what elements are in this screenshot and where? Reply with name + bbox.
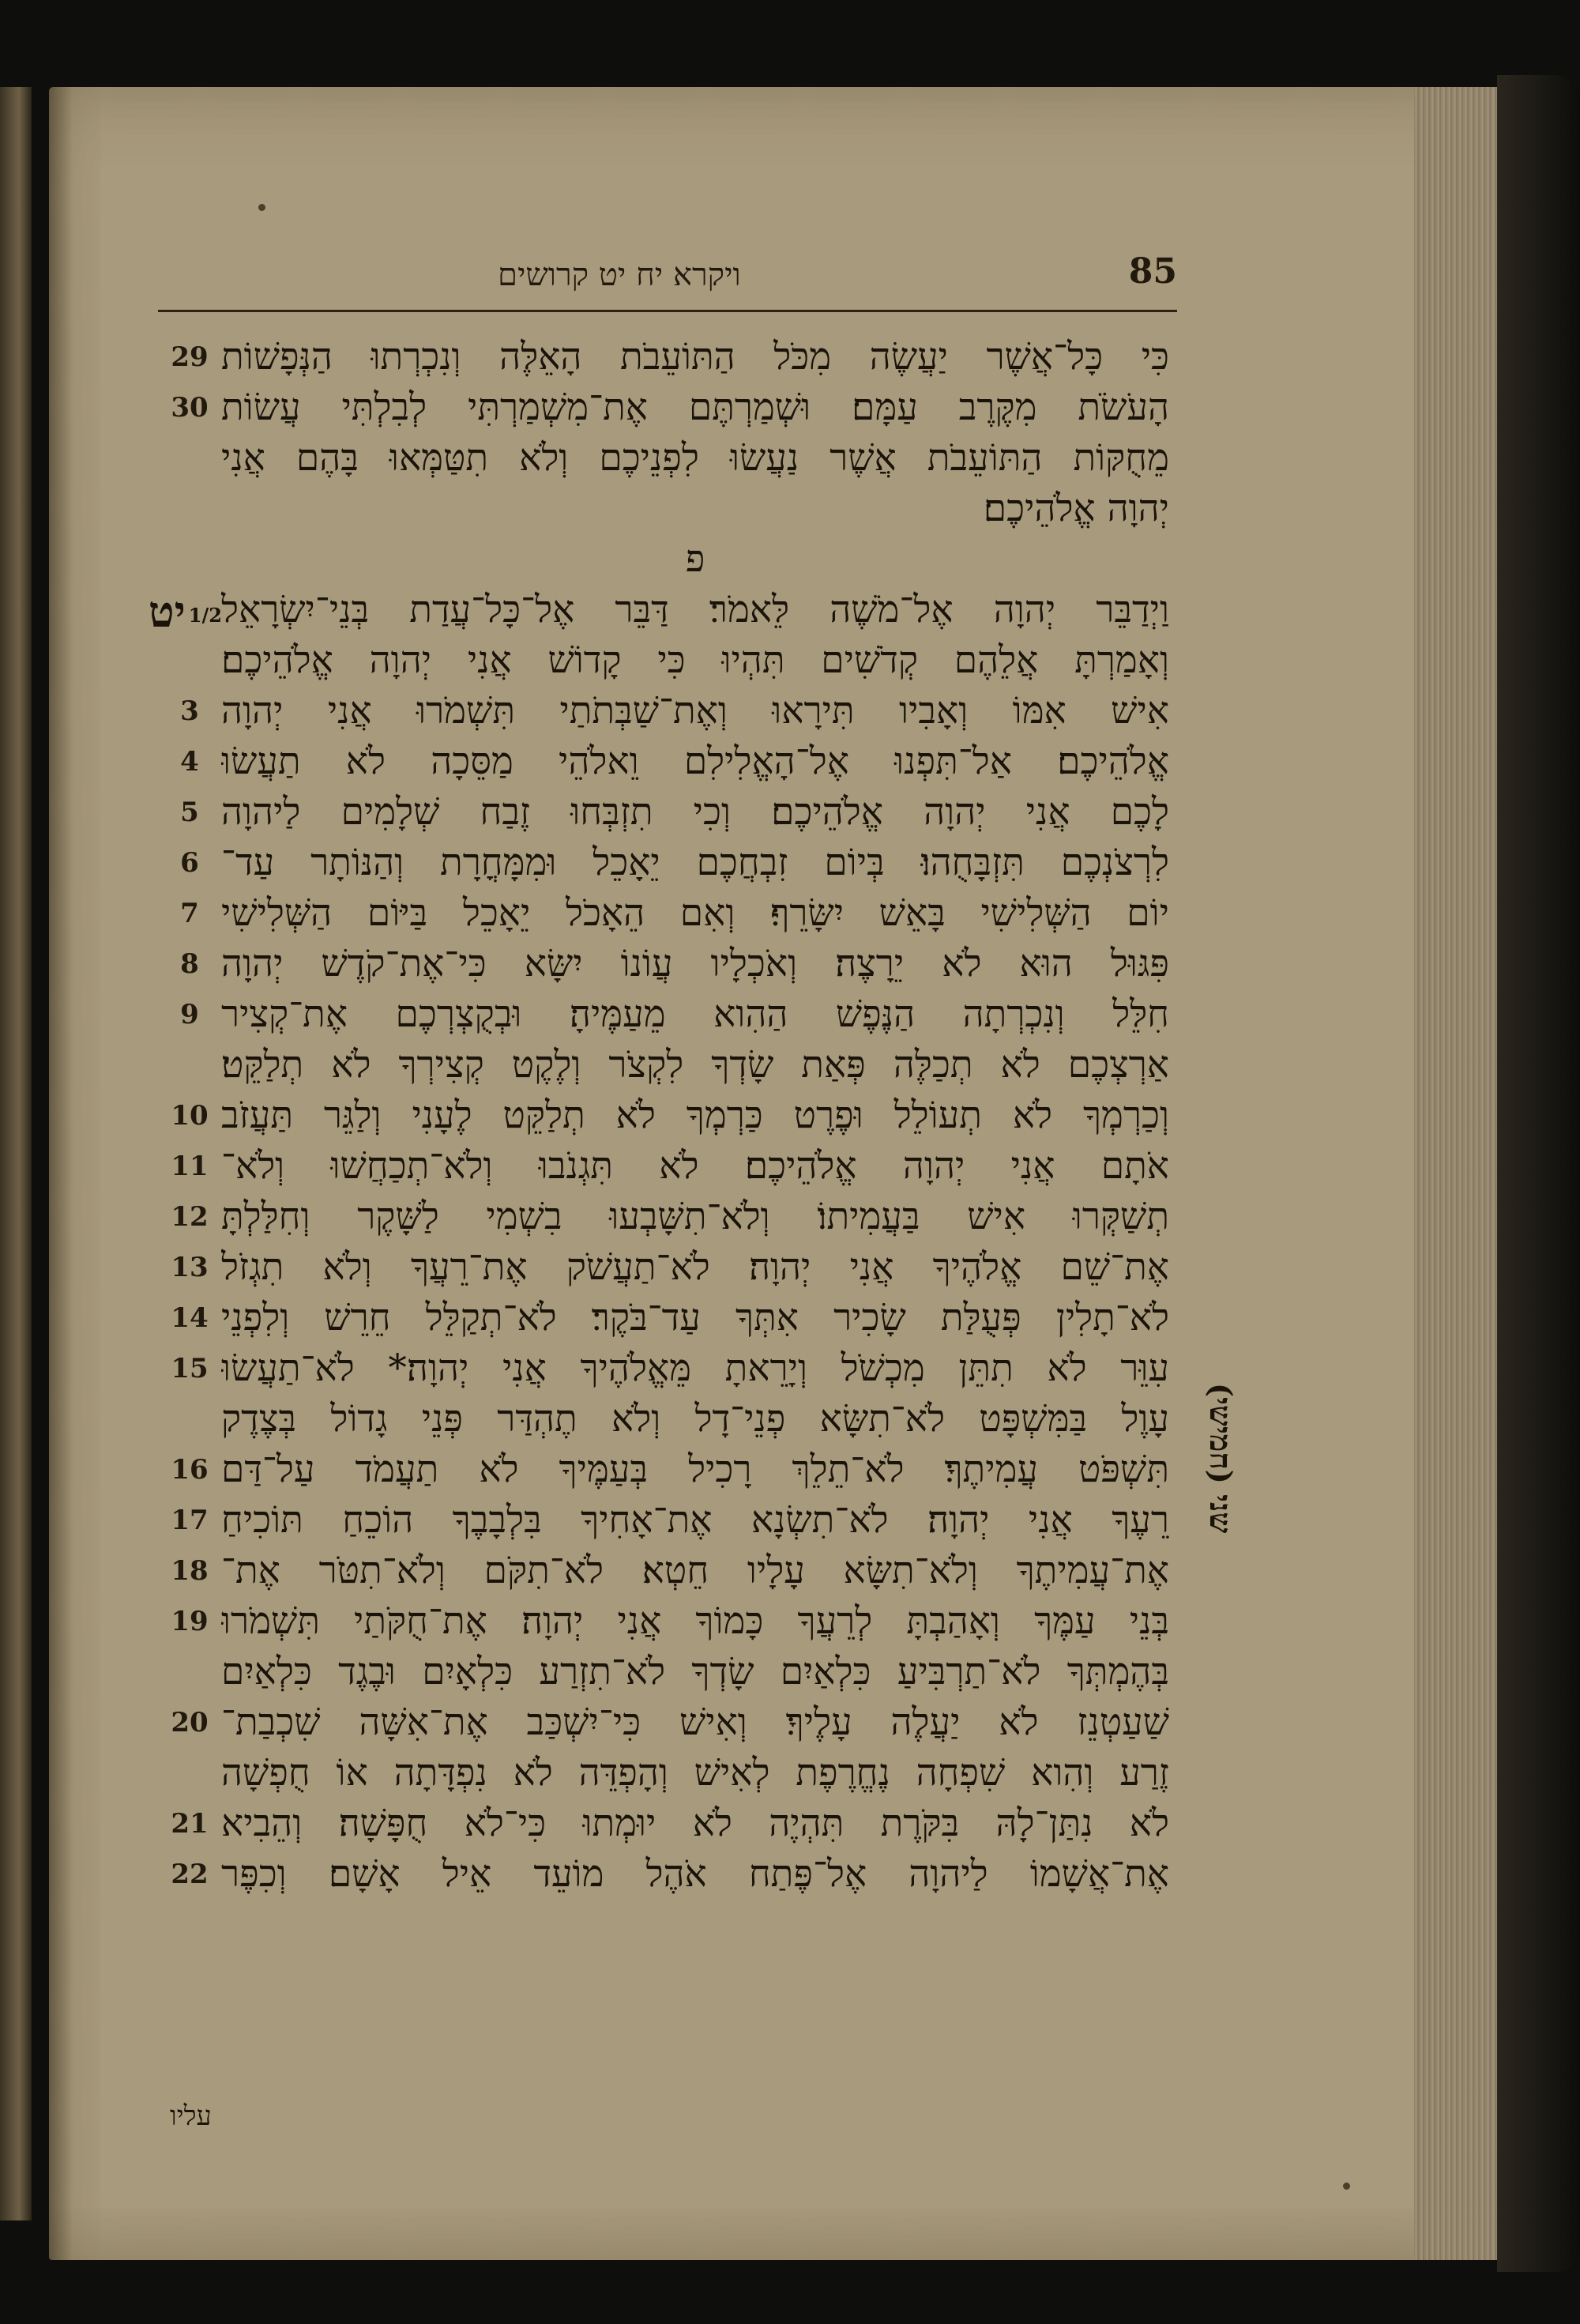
paper-speck — [258, 204, 265, 211]
text-line: זֶרַע וְהִוא שִׁפְחָה נֶחֱרֶפֶת לְאִישׁ וְהָפְדֵּה לֹא נִפְדָּתָה אוֹ חֻפְשָׁה — [221, 1751, 1169, 1795]
verse-number: 15 — [171, 1353, 209, 1384]
text-line: אֱלֹהֵיכֶם׃ אַל־תִּפְנוּ אֶל־הָאֱלִילִם וֵאלֹהֵי מַסֵּכָה לֹא תַעֲשׂוּ — [221, 740, 1169, 783]
verse-number: 8 — [180, 948, 199, 980]
running-head — [158, 251, 1177, 307]
text-line: מֵחֻקּוֹת הַתּוֹעֵבֹת אֲשֶׁר נַעֲשׂוּ לִפְנֵיכֶם וְלֹא תִטַּמְּאוּ בָּהֶם אֲנִי — [221, 436, 1169, 480]
text-line: תִּשְׁפֹּט עֲמִיתֶךָ׃ לֹא־תֵלֵךְ רָכִיל בְּעַמֶּיךָ לֹא תַעֲמֹד עַל־דַּם — [221, 1448, 1169, 1491]
verse-number: 19 — [171, 1606, 209, 1637]
verse-number: 18 — [171, 1555, 209, 1587]
verse-number: 7 — [180, 898, 199, 929]
verse-number: 14 — [171, 1302, 209, 1334]
text-line: פִּגּוּל הוּא לֹא יֵרָצֶה׃ וְאֹכְלָיו עֲוֹנוֹ יִשָּׂא כִּי־אֶת־קֹדֶשׁ יְהוָה — [221, 942, 1169, 985]
text-line: לֹא נִתַּן־לָהּ בִּקֹּרֶת תִּהְיֶה לֹא יוּמְתוּ כִּי־לֹא חֻפָּשָׁה׃ וְהֵבִיא — [221, 1802, 1169, 1845]
book-cover-edge — [1497, 75, 1580, 2272]
catchword: עליו — [170, 2100, 212, 2132]
verse-number: 17 — [171, 1505, 209, 1536]
verse-number: 3 — [180, 695, 199, 727]
header-rule — [158, 310, 1177, 312]
text-line: אַרְצְכֶם לֹא תְכַלֶּה פְּאַת שָׂדְךָ לִקְצֹר וְלֶקֶט קְצִירְךָ לֹא תְלַקֵּט׃ — [221, 1043, 1169, 1087]
text-line: כִּי כָּל־אֲשֶׁר יַעֲשֶׂה מִכֹּל הַתּוֹעֵבֹת הָאֵלֶּה וְנִכְרְתוּ הַנְּפָשׁוֹת — [221, 335, 1169, 379]
verse-number: 13 — [171, 1252, 209, 1283]
verse-number: 9 — [180, 999, 199, 1030]
text-line: אֶת־אֲשָׁמוֹ לַיהוָה אֶל־פֶּתַח אֹהֶל מוֹעֵד אֵיל אָשָׁם׃ וְכִפֶּר — [221, 1852, 1169, 1896]
text-line: עִוֵּר לֹא תִתֵּן מִכְשֹׁל וְיָרֵאתָ מֵּאֱלֹהֶיךָ אֲנִי יְהוָה׃* לֹא־תַעֲשׂוּ — [221, 1347, 1169, 1390]
text-line: לָכֶם אֲנִי יְהוָה אֱלֹהֵיכֶם׃ וְכִי תִזְבְּחוּ זֶבַח שְׁלָמִים לַיהוָה — [221, 790, 1169, 834]
text-line: וְאָמַרְתָּ אֲלֵהֶם קְדֹשִׁים תִּהְיוּ כִּי קָדוֹשׁ אֲנִי יְהוָה אֱלֹהֵיכֶם׃ — [221, 638, 1169, 682]
verse-number: 4 — [180, 746, 199, 778]
text-line: וַיְדַבֵּר יְהוָה אֶל־מֹשֶׁה לֵּאמֹר׃ דַּבֵּר אֶל־כָּל־עֲדַת בְּנֵי־יִשְׂרָאֵל — [221, 588, 1169, 631]
text-line: בְּהֶמְתְּךָ לֹא־תַרְבִּיעַ כִּלְאַיִם שָׂדְךָ לֹא־תִזְרַע כִּלְאָיִם וּבֶגֶד כִּלְאַיִם — [221, 1650, 1169, 1693]
half-verse-fraction: 1/2 — [188, 603, 222, 627]
hebrew-text-block — [221, 332, 1169, 1900]
verse-number: 11 — [171, 1151, 209, 1182]
verse-number: 21 — [171, 1808, 209, 1840]
text-line: לֹא־תָלִין פְּעֻלַּת שָׂכִיר אִתְּךָ עַד־בֹּקֶר׃ לֹא־תְקַלֵּל חֵרֵשׁ וְלִפְנֵי — [221, 1296, 1169, 1339]
verse-number: 29 — [171, 341, 209, 373]
text-line: יְהוָה אֱלֹהֵיכֶם׃ — [983, 487, 1169, 530]
verse-number: 20 — [171, 1707, 209, 1738]
text-line: אֶת־שֵׁם אֱלֹהֶיךָ אֲנִי יְהוָה׃ לֹא־תַעֲשֹׁק אֶת־רֵעֲךָ וְלֹא תִגְזֹל — [221, 1245, 1169, 1289]
paper-speck — [1343, 2183, 1350, 2190]
text-line: הָעֹשֹׂת מִקֶּרֶב עַמָּם׃ וּשְׁמַרְתֶּם אֶת־מִשְׁמַרְתִּי לְבִלְתִּי עֲשׂוֹת — [221, 386, 1169, 429]
text-line: רֵעֶךָ אֲנִי יְהוָה׃ לֹא־תִשְׂנָא אֶת־אָחִיךָ בִּלְבָבֶךָ הוֹכֵחַ תּוֹכִיחַ — [221, 1498, 1169, 1542]
text-line: לִרְצֹנְכֶם תִּזְבָּחֻהוּ׃ בְּיוֹם זִבְחֲכֶם יֵאָכֵל וּמִמָּחֳרָת וְהַנּוֹתָר עַד־ — [221, 841, 1169, 884]
verse-number: 6 — [180, 847, 199, 879]
running-title: ויקרא יח יט קרושים — [498, 257, 741, 293]
verse-number: 5 — [180, 797, 199, 828]
text-line: פ — [685, 537, 705, 581]
verse-number: 30 — [171, 392, 209, 424]
verse-number: 12 — [171, 1201, 209, 1233]
page-number: 85 — [1128, 251, 1177, 292]
text-line: חִלֵּל וְנִכְרְתָה הַנֶּפֶשׁ הַהִוא מֵעַמֶּיהָ׃ וּבְקֻצְרְכֶם אֶת־קְצִיר — [221, 993, 1169, 1036]
text-line: תְשַׁקְּרוּ אִישׁ בַּעֲמִיתוֹ׃ וְלֹא־תִשָּׁבְעוּ בִשְׁמִי לַשָּׁקֶר וְחִלַּלְתָּ — [221, 1195, 1169, 1238]
chapter-label: יט — [149, 586, 186, 637]
text-line: אֹתָם אֲנִי יְהוָה אֱלֹהֵיכֶם׃ לֹא תִּגְנֹבוּ וְלֹא־תְכַחֲשׁוּ וְלֹא־ — [221, 1144, 1169, 1188]
text-line: בְּנֵי עַמֶּךָ וְאָהַבְתָּ לְרֵעֲךָ כָּמוֹךָ אֲנִי יְהוָה׃ אֶת־חֻקֹּתַי תִּשְׁמֹרוּ — [221, 1599, 1169, 1643]
facing-page-edge — [0, 87, 32, 2220]
verse-number: 10 — [171, 1100, 209, 1132]
aliyah-side-note: שני (חמישי) — [1203, 1383, 1239, 1534]
verse-number: 16 — [171, 1454, 209, 1486]
verse-number: 22 — [171, 1859, 209, 1890]
text-line: אֶת־עֲמִיתֶךָ וְלֹא־תִשָּׂא עָלָיו חֵטְא׃ לֹא־תִקֹּם וְלֹא־תִטֹּר אֶת־ — [221, 1549, 1169, 1592]
text-line: אִישׁ אִמּוֹ וְאָבִיו תִּירָאוּ וְאֶת־שַׁבְּתֹתַי תִּשְׁמֹרוּ אֲנִי יְהוָה — [221, 689, 1169, 733]
text-line: שַׁעַטְנֵז לֹא יַעֲלֶה עָלֶיךָ׃ וְאִישׁ כִּי־יִשְׁכַּב אֶת־אִשָּׁה שִׁכְבַת־ — [221, 1701, 1169, 1744]
chapter-marker — [149, 586, 222, 637]
text-line: עָוֶל בַּמִּשְׁפָּט לֹא־תִשָּׂא פְנֵי־דָל וְלֹא תֶהְדַּר פְּנֵי גָדוֹל בְּצֶדֶק — [221, 1397, 1169, 1441]
text-line: וְכַרְמְךָ לֹא תְעוֹלֵל וּפֶרֶט כַּרְמְךָ לֹא תְלַקֵּט לֶעָנִי וְלַגֵּר תַּעֲזֹב — [221, 1094, 1169, 1137]
text-line: יוֹם הַשְּׁלִישִׁי בָּאֵשׁ יִשָּׂרֵף׃ וְאִם הֵאָכֹל יֵאָכֵל בַּיּוֹם הַשְּׁלִישִׁי — [221, 891, 1169, 935]
